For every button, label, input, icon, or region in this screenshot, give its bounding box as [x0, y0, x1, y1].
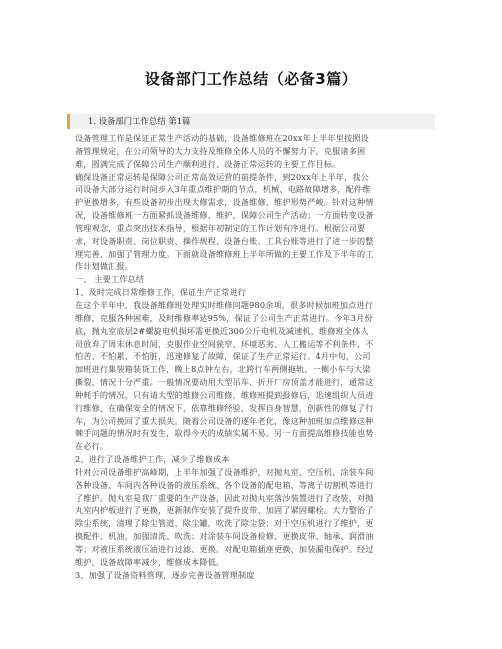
body-line: 加班进行集装箱装货工作，晚上8点钟左右，北跨行车两侧拖轨、一侧小车与大梁	[75, 364, 371, 375]
body-line: 撕裂，情况十分严重。一般情况要动用大型吊车、折开厂房顶盖才能进行，通常这	[75, 377, 374, 388]
section-accent-bar	[67, 114, 70, 129]
body-line: 备管理规定，在公司领导的大力支持及维修全体人员的不懈努力下，克服诸多困	[75, 145, 366, 156]
subheading-records: 3、加强了设备资料管理，逐步完善设备管理制度	[75, 569, 255, 580]
body-line: 在必行。	[75, 441, 109, 452]
body-line: 员放弃了周末休息时间，克服作业空间狭窄、环境恶劣、人工搬运等不利条件，不	[75, 338, 374, 349]
body-line: 了维护。抛丸室是我厂重要的生产设备，因此对抛丸室落沙装置进行了改装，对抛	[75, 492, 374, 503]
body-line: 底，抛丸室底层2#螺旋电机损坏需更换近300公斤电机及减速机，维修班全体人	[75, 325, 369, 336]
body-line: 作计划做汇报。	[75, 261, 134, 272]
body-line: 求，对设备职责、岗位职责、操作规程、设备台账、工具台账等进行了进一步的整	[75, 235, 374, 246]
document-title: 设备部门工作总结（必备3篇）	[144, 70, 358, 88]
body-line: 在这个半年中，我设备维修班处理实时维修问题980余项，很多时候加班加点进行	[75, 299, 374, 310]
body-line: 除尘系统，清理了除尘管道、除尘罐，吹洗了除尘袋；对于空压机进行了维护，更	[75, 518, 374, 529]
body-line: 确保设备正常运转是保障公司正常高效运营的前提条件，到20xx年上半年，我公	[75, 171, 369, 182]
body-line: 况，设备维修班一方面紧抓设备维修、维护，保障公司生产活动；一方面转变设备	[75, 210, 374, 221]
body-line: 行维修，在确保安全的情况下，依靠维修经验，发挥自身智慧，创新性的修复了行	[75, 402, 374, 413]
body-line: 各种设备、车间内各种设备的液压系统、各个设备的配电箱、等离子切割机等进行	[75, 479, 374, 490]
document-body	[75, 132, 431, 582]
body-line: 种耗手的情况，只有请大型的维修公司维修，维修班提到报修后，迅速组织人员进	[75, 389, 374, 400]
body-line: 针对公司设备维护高峰期，上半年加强了设备维护，对抛丸室、空压机、涂装车间	[75, 466, 374, 477]
body-line: 理完善，加强了管理力度。下面就设备维修班上半年所做的主要工作及下半年的工	[75, 248, 374, 259]
body-line: 怕苦、不怕累、不怕脏，迅速修复了故障，保证了生产正常运行。4月中旬，公司	[75, 351, 371, 362]
subheading-daily-repair: 1、及时完成日常维修工作，保证生产正常进行	[75, 287, 247, 298]
body-line: 等；对液压系统液压油进行过滤、更换。对配电箱插座更换、加装漏电保护。经过	[75, 544, 374, 554]
body-line: 难，圆满完成了保障公司生产顺利进行、设备正常运转的主要工作目标。	[75, 158, 341, 169]
heading-main-summary: 一、 主要工作总结	[75, 274, 145, 285]
subheading-maintenance: 2、进行了设备维护工作，减少了维修成本	[75, 454, 230, 465]
body-line: 管理观念，重点突出技术指导，根据年初制定的工作计划有序进行。根据公司要	[75, 222, 366, 233]
body-line: 换配件、机油，加强清洗、吹洗；对涂装车间设备检修、更换皮带、轴承、润滑油	[75, 531, 374, 542]
body-line: 丸室内护板进行了更换，更新制作安装了提升皮带、加固了紧固螺栓。大力整治了	[75, 505, 374, 516]
body-line: 设备管理工作是保证正常生产活动的基础，设备维修班在20xx年上半年里按照设	[75, 133, 369, 143]
section-label: 1. 设备部门工作总结 第1篇	[88, 116, 191, 126]
body-line: 护更换增多，有些设备初步出现大修需求，设备维修、维护形势严峻。针对这种情	[75, 197, 374, 208]
body-line: 维修，克服各种困难，及时维修率达95%，保证了公司生产正常进行。今年3月份	[75, 312, 373, 323]
body-line: 维护，设备故障率减少，维修成本降低。	[75, 556, 225, 567]
body-line: 棘手问题的情况时有发生，取得今天的成绩实属不易。另一方面提高维修技能也势	[75, 428, 374, 439]
body-line: 车，为公司挽回了重大损失。随着公司设备的逐年老化，像这种加班加点维修这种	[75, 415, 374, 426]
section-header	[67, 114, 435, 129]
body-line: 司设备大部分运行时间步入3年重点维护期的节点，机械、电路故障增多，配件维	[75, 184, 371, 195]
